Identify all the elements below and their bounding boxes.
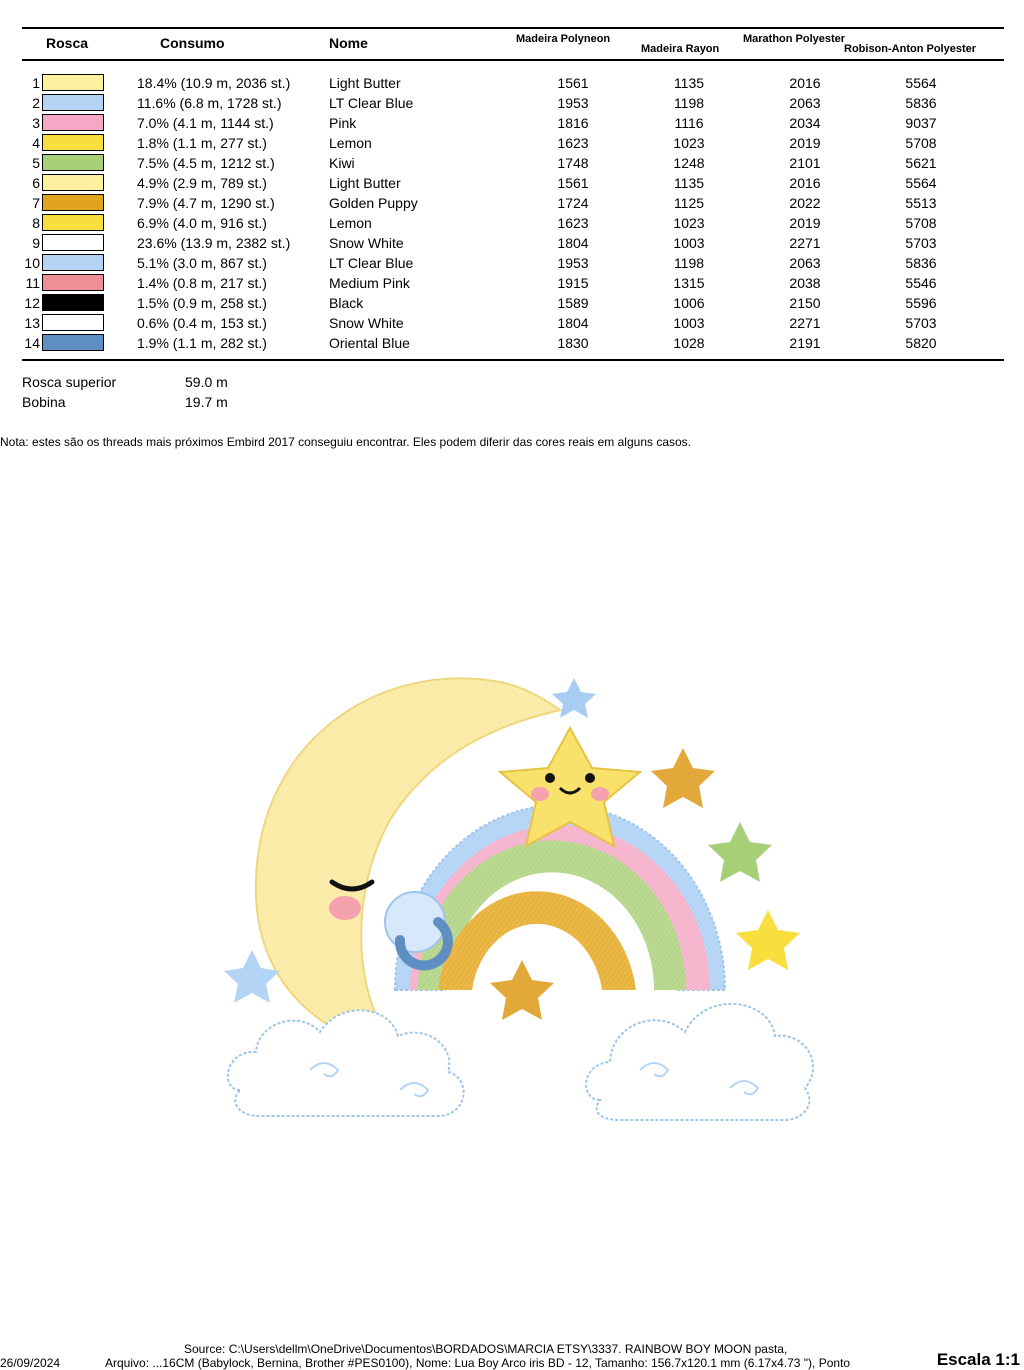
row-marathon: 2063	[789, 95, 821, 111]
row-madeira-polyneon: 1589	[557, 295, 589, 311]
row-number: 5	[32, 155, 40, 171]
footer-date: 26/09/2024	[0, 1356, 61, 1370]
row-marathon: 2191	[789, 335, 821, 351]
table-row	[0, 112, 1024, 132]
color-swatch	[42, 314, 104, 331]
row-madeira-polyneon: 1724	[557, 195, 589, 211]
row-madeira-rayon: 1125	[673, 195, 705, 211]
color-swatch	[42, 194, 104, 211]
row-robison: 5564	[905, 75, 937, 91]
row-consumo: 18.4% (10.9 m, 2036 st.)	[137, 75, 291, 91]
row-marathon: 2019	[789, 215, 821, 231]
color-swatch	[42, 274, 104, 291]
color-swatch	[42, 234, 104, 251]
row-robison: 5836	[905, 255, 937, 271]
row-consumo: 6.9% (4.0 m, 916 st.)	[137, 215, 267, 231]
row-consumo: 7.0% (4.1 m, 1144 st.)	[137, 115, 274, 131]
row-robison: 5820	[905, 335, 937, 351]
row-marathon: 2038	[789, 275, 821, 291]
color-swatch	[42, 154, 104, 171]
row-number: 12	[24, 295, 40, 311]
bobbin-value: 19.7 m	[185, 394, 228, 410]
row-robison: 5708	[905, 135, 937, 151]
star-eye	[545, 773, 555, 783]
row-madeira-polyneon: 1953	[557, 95, 589, 111]
row-number: 7	[32, 195, 40, 211]
table-row	[0, 252, 1024, 272]
table-bottom-rule	[22, 359, 1004, 361]
table-row	[0, 232, 1024, 252]
row-madeira-polyneon: 1561	[557, 175, 589, 191]
row-nome: Light Butter	[329, 175, 401, 191]
row-nome: Oriental Blue	[329, 335, 410, 351]
table-row	[0, 152, 1024, 172]
color-swatch	[42, 254, 104, 271]
color-swatch	[42, 214, 104, 231]
header-rosca: Rosca	[46, 35, 89, 51]
row-madeira-polyneon: 1623	[557, 135, 589, 151]
row-number: 6	[32, 175, 40, 191]
row-robison: 5513	[905, 195, 937, 211]
row-number: 4	[32, 135, 40, 151]
moon-cheek	[329, 896, 361, 920]
table-row	[0, 132, 1024, 152]
row-number: 3	[32, 115, 40, 131]
row-number: 11	[25, 275, 40, 291]
row-marathon: 2016	[789, 175, 821, 191]
row-nome: Lemon	[329, 135, 372, 151]
row-robison: 5621	[905, 155, 937, 171]
row-robison: 5836	[905, 95, 937, 111]
row-robison: 5546	[905, 275, 937, 291]
row-consumo: 0.6% (0.4 m, 153 st.)	[137, 315, 267, 331]
color-swatch	[42, 334, 104, 351]
thread-note: Nota: estes são os threads mais próximos Embird 2017 conseguiu encontrar. Eles podem diferir das cores reais em alguns casos.	[0, 435, 692, 449]
bobbin-label: Bobina	[22, 394, 66, 410]
small-star-gold	[651, 748, 715, 808]
table-row	[0, 272, 1024, 292]
embroidery-preview	[200, 660, 820, 1140]
row-madeira-rayon: 1003	[673, 315, 705, 331]
row-nome: Kiwi	[329, 155, 355, 171]
row-number: 9	[32, 235, 40, 251]
row-consumo: 1.8% (1.1 m, 277 st.)	[137, 135, 267, 151]
row-nome: Pink	[329, 115, 357, 131]
row-madeira-polyneon: 1915	[557, 275, 589, 291]
row-madeira-polyneon: 1953	[557, 255, 589, 271]
table-top-rule	[22, 27, 1004, 29]
header-madeira-polyneon: Madeira Polyneon	[516, 33, 611, 45]
row-marathon: 2019	[789, 135, 821, 151]
row-marathon: 2101	[789, 155, 821, 171]
table-row	[0, 172, 1024, 192]
color-swatch	[42, 94, 104, 111]
row-madeira-rayon: 1198	[673, 255, 705, 271]
cloud-left	[228, 1010, 464, 1116]
row-madeira-rayon: 1003	[673, 235, 705, 251]
row-madeira-rayon: 1198	[673, 95, 705, 111]
row-consumo: 11.6% (6.8 m, 1728 st.)	[137, 95, 282, 111]
row-nome: Snow White	[329, 315, 404, 331]
row-consumo: 1.4% (0.8 m, 217 st.)	[137, 275, 267, 291]
row-marathon: 2271	[789, 315, 821, 331]
row-nome: LT Clear Blue	[329, 255, 414, 271]
row-marathon: 2016	[789, 75, 821, 91]
row-consumo: 5.1% (3.0 m, 867 st.)	[137, 255, 267, 271]
footer-source: Source: C:\Users\dellm\OneDrive\Documentos\BORDADOS\MARCIA ETSY\3337. RAINBOW BOY MOON pasta,	[184, 1342, 788, 1356]
table-row	[0, 292, 1024, 312]
header-consumo: Consumo	[160, 35, 225, 51]
row-nome: Medium Pink	[329, 275, 410, 291]
star-eye	[585, 773, 595, 783]
row-robison: 9037	[905, 115, 937, 131]
row-consumo: 7.5% (4.5 m, 1212 st.)	[137, 155, 275, 171]
row-consumo: 1.5% (0.9 m, 258 st.)	[137, 295, 267, 311]
color-swatch	[42, 114, 104, 131]
color-swatch	[42, 74, 104, 91]
row-marathon: 2022	[789, 195, 821, 211]
row-consumo: 7.9% (4.7 m, 1290 st.)	[137, 195, 275, 211]
table-row	[0, 332, 1024, 352]
row-robison: 5703	[905, 315, 937, 331]
star-cheek	[591, 787, 609, 801]
row-consumo: 23.6% (13.9 m, 2382 st.)	[137, 235, 291, 251]
row-madeira-rayon: 1248	[673, 155, 705, 171]
color-swatch	[42, 294, 104, 311]
row-madeira-rayon: 1315	[673, 275, 705, 291]
small-star-blue-top	[552, 678, 596, 718]
row-marathon: 2034	[789, 115, 821, 131]
footer-scale: Escala 1:1	[936, 1350, 1020, 1369]
row-nome: LT Clear Blue	[329, 95, 414, 111]
color-swatch	[42, 134, 104, 151]
row-robison: 5703	[905, 235, 937, 251]
top-thread-value: 59.0 m	[185, 374, 228, 390]
row-number: 10	[24, 255, 40, 271]
row-number: 13	[24, 315, 40, 331]
top-thread-label: Rosca superior	[22, 374, 117, 390]
row-madeira-polyneon: 1830	[557, 335, 589, 351]
row-nome: Lemon	[329, 215, 372, 231]
small-star-yellow	[736, 910, 800, 970]
row-madeira-rayon: 1023	[673, 135, 705, 151]
table-header-rule	[22, 59, 1004, 61]
row-madeira-polyneon: 1561	[557, 75, 589, 91]
row-consumo: 1.9% (1.1 m, 282 st.)	[137, 335, 267, 351]
header-robison: Robison-Anton Polyester	[844, 43, 977, 55]
row-madeira-polyneon: 1748	[557, 155, 589, 171]
row-madeira-polyneon: 1816	[557, 115, 589, 131]
row-nome: Black	[329, 295, 364, 311]
row-marathon: 2271	[789, 235, 821, 251]
row-number: 1	[32, 75, 40, 91]
row-number: 14	[24, 335, 40, 351]
row-madeira-rayon: 1135	[673, 75, 705, 91]
table-row	[0, 92, 1024, 112]
cloud-right	[586, 1004, 813, 1120]
row-madeira-rayon: 1023	[673, 215, 705, 231]
row-madeira-polyneon: 1804	[557, 235, 589, 251]
row-madeira-rayon: 1028	[673, 335, 705, 351]
row-consumo: 4.9% (2.9 m, 789 st.)	[137, 175, 267, 191]
row-madeira-rayon: 1006	[673, 295, 705, 311]
table-row	[0, 312, 1024, 332]
row-madeira-polyneon: 1623	[557, 215, 589, 231]
header-nome: Nome	[329, 35, 368, 51]
header-madeira-rayon: Madeira Rayon	[641, 43, 720, 55]
table-row	[0, 212, 1024, 232]
header-marathon: Marathon Polyester	[743, 33, 846, 45]
row-robison: 5596	[905, 295, 937, 311]
table-row	[0, 192, 1024, 212]
row-nome: Snow White	[329, 235, 404, 251]
row-number: 2	[32, 95, 40, 111]
row-marathon: 2063	[789, 255, 821, 271]
row-nome: Golden Puppy	[329, 195, 418, 211]
row-marathon: 2150	[789, 295, 821, 311]
row-madeira-rayon: 1116	[674, 115, 704, 131]
row-nome: Light Butter	[329, 75, 401, 91]
small-star-green	[708, 822, 772, 882]
footer-file: Arquivo: ...16CM (Babylock, Bernina, Brother #PES0100), Nome: Lua Boy Arco iris BD - 12, Tamanho: 156.7x120.1 mm (6.17x4.73 "), Ponto	[105, 1356, 851, 1370]
row-robison: 5564	[905, 175, 937, 191]
star-cheek	[531, 787, 549, 801]
table-row	[0, 72, 1024, 92]
row-robison: 5708	[905, 215, 937, 231]
row-number: 8	[32, 215, 40, 231]
color-swatch	[42, 174, 104, 191]
row-madeira-rayon: 1135	[673, 175, 705, 191]
row-madeira-polyneon: 1804	[557, 315, 589, 331]
